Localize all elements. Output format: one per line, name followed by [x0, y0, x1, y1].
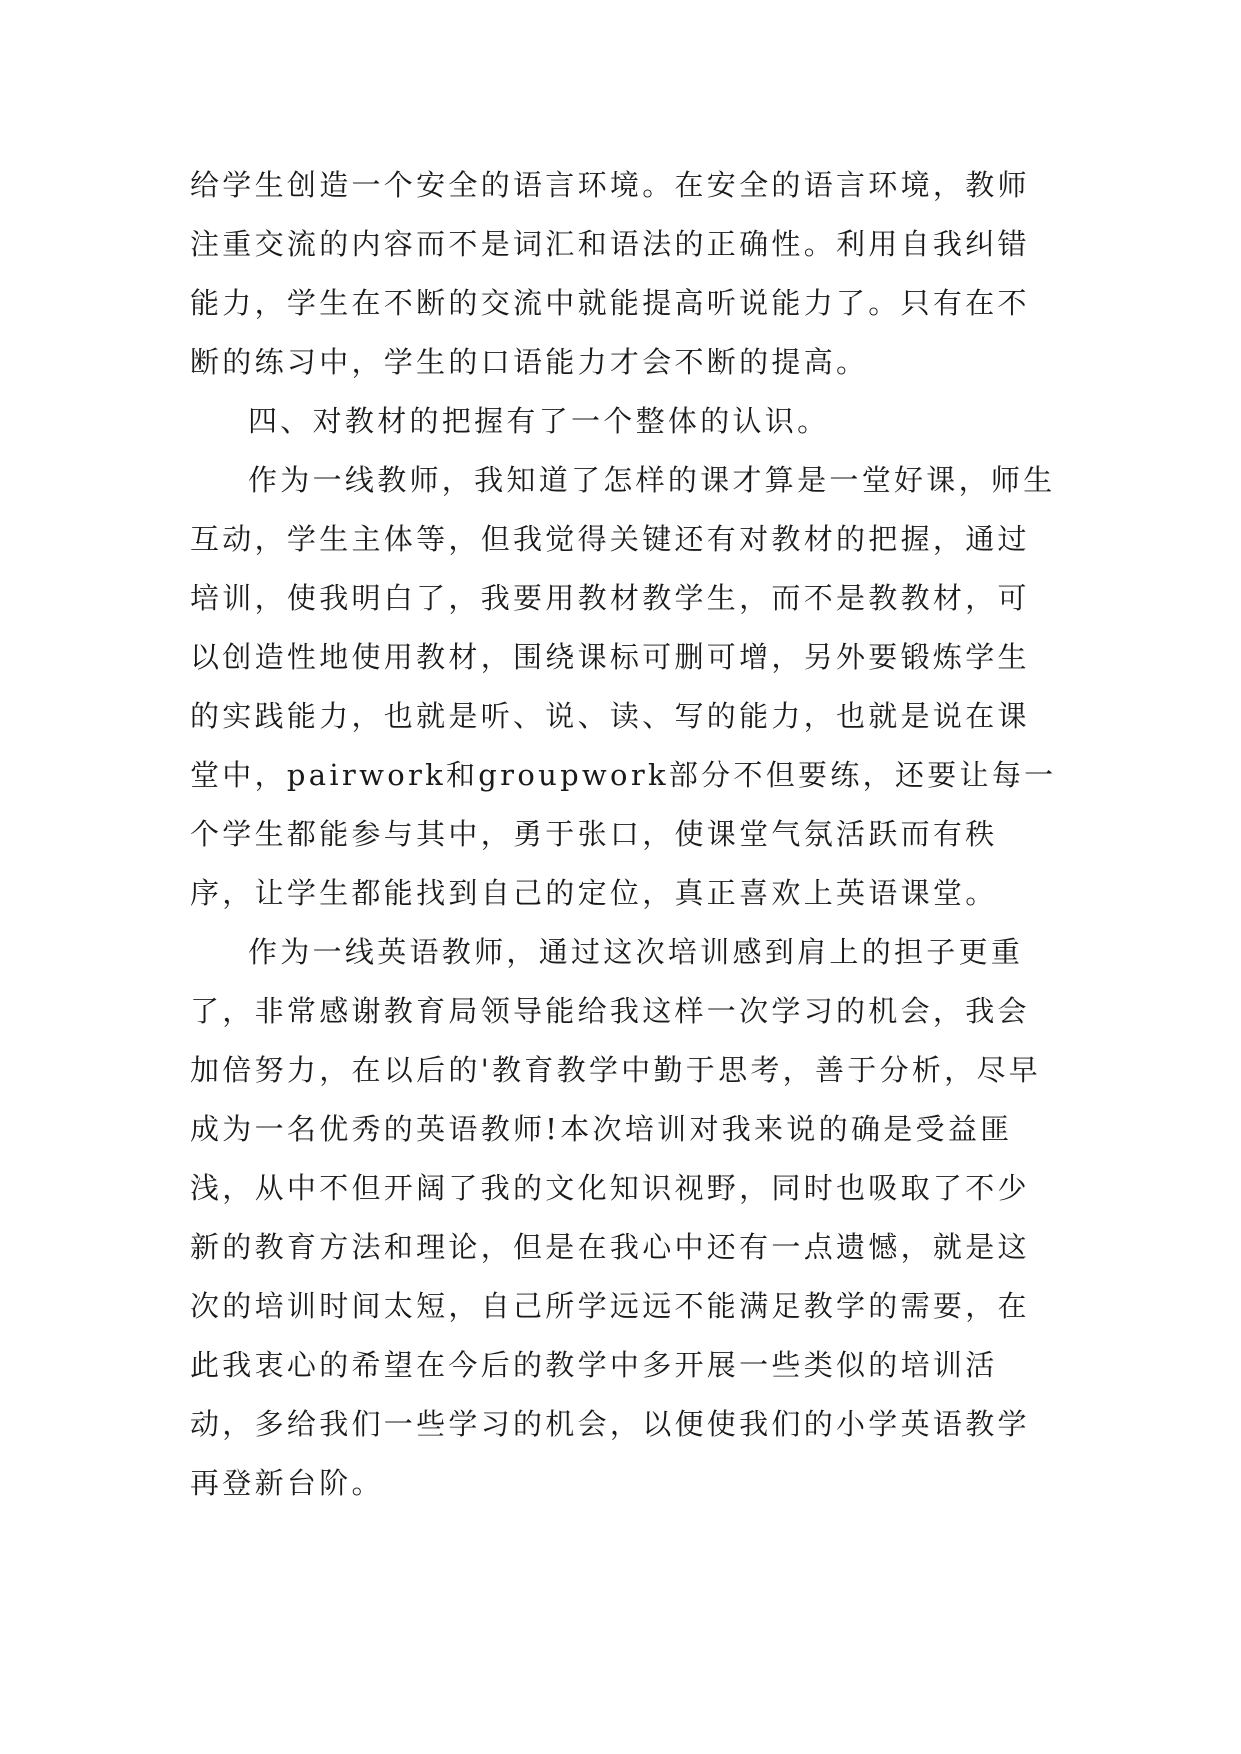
section-heading-four: 四、对教材的把握有了一个整体的认识。	[248, 404, 830, 438]
document-body	[190, 156, 1060, 1513]
paragraph-conclusion: 作为一线英语教师，通过这次培训感到肩上的担子更重了，非常感谢教育局领导能给我这样一次学习的机会，我会加倍努力，在以后的'教育教学中勤于思考，善于分析，尽早成为一名优秀的英语教师!本次培训对我来说的确是受益匪浅，从中不但开阔了我的文化知识视野，同时也吸取了不少新的教育方法和理论，但是在我心中还有一点遗憾，就是这次的培训时间太短，自己所学远远不能满足教学的需要，在此我衷心的希望在今后的教学中多开展一些类似的培训活动，多给我们一些学习的机会，以便使我们的小学英语教学再登新台阶。	[190, 935, 1042, 1500]
paragraph-continuation: 给学生创造一个安全的语言环境。在安全的语言环境，教师注重交流的内容而不是词汇和语法的正确性。利用自我纠错能力，学生在不断的交流中就能提高听说能力了。只有在不断的练习中，学生的口语能力才会不断的提高。	[190, 168, 1030, 379]
paragraph-textbook-understanding: 作为一线教师，我知道了怎样的课才算是一堂好课，师生互动，学生主体等，但我觉得关键还有对教材的把握，通过培训，使我明白了，我要用教材教学生，而不是教教材，可以创造性地使用教材，围绕课标可删可增，另外要锻炼学生的实践能力，也就是听、说、读、写的能力，也就是说在课堂中，pairwork和groupwork部分不但要练，还要让每一个学生都能参与其中，勇于张口，使课堂气氛活跃而有秩序，让学生都能找到自己的定位，真正喜欢上英语课堂。	[190, 463, 1057, 910]
